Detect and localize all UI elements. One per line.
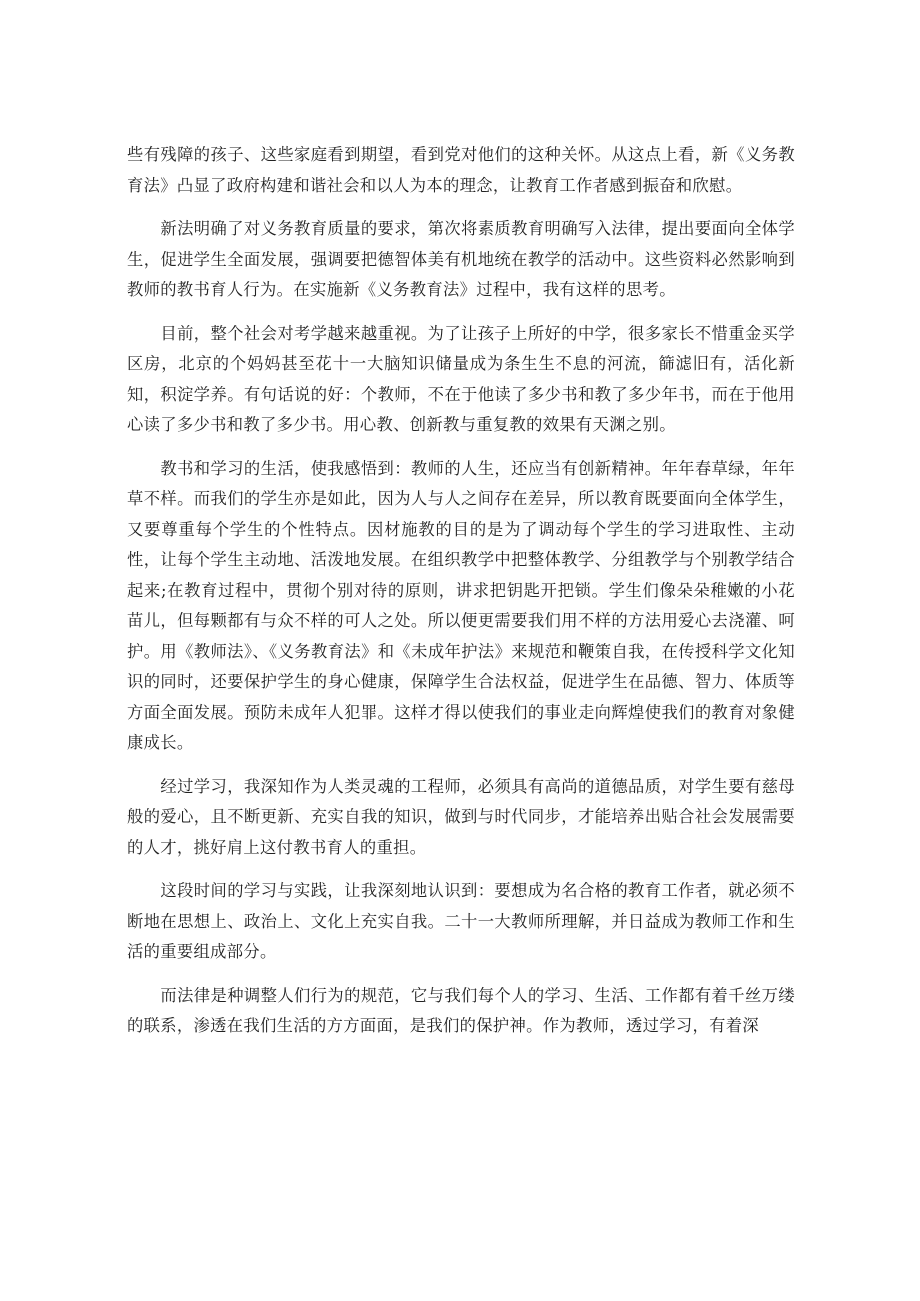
paragraph-5: 经过学习，我深知作为人类灵魂的工程师，必须具有高尚的道德品质，对学生要有慈母般的爱心，且不断更新、充实自我的知识，做到与时代同步，才能培养出贴合社会发展需要的人才，挑好肩上这付教书育人的重担。 xyxy=(127,776,795,857)
paragraph-7: 而法律是种调整人们行为的规范，它与我们每个人的学习、生活、工作都有着千丝万缕的联系，渗透在我们生活的方方面面，是我们的保护神。作为教师，透过学习，有着深 xyxy=(127,985,795,1035)
paragraph-3: 目前，整个社会对考学越来越重视。为了让孩子上所好的中学，很多家长不惜重金买学区房，北京的个妈妈甚至花十一大脑知识储量成为条生生不息的河流，篩滤旧有，活化新知，积淀学养。有句话说的好：个教师，不在于他读了多少书和教了多少年书，而在于他用心读了多少书和教了多少书。用心教、创新教与重复教的效果有天渊之别。 xyxy=(127,323,795,434)
paragraph-2: 新法明确了对义务教育质量的要求，第次将素质教育明确写入法律，提出要面向全体学生，促进学生全面发展，强调要把德智体美有机地统在教学的活动中。这些资料必然影响到教师的教书育人行为。在实施新《义务教育法》过程中，我有这样的思考。 xyxy=(127,219,795,299)
paragraph-6: 这段时间的学习与实践，让我深刻地认识到：要想成为名合格的教育工作者，就必须不断地在思想上、政治上、文化上充实自我。二十一大教师所理解，并日益成为教师工作和生活的重要组成部分。 xyxy=(127,881,795,961)
document-body xyxy=(127,140,795,1055)
paragraph-1: 些有残障的孩子、这些家庭看到期望，看到党对他们的这种关怀。从这点上看，新《义务教育法》凸显了政府构建和谐社会和以人为本的理念，让教育工作者感到振奋和欣慰。 xyxy=(127,145,795,195)
paragraph-4: 教书和学习的生活，使我感悟到：教师的人生，还应当有创新精神。年年春草绿，年年草不样。而我们的学生亦是如此，因为人与人之间存在差异，所以教育既要面向全体学生，又要尊重每个学生的个性特点。因材施教的目的是为了调动每个学生的学习进取性、主动性，让每个学生主动地、活泼地发展。在组织教学中把整体教学、分组教学与个别教学结合起来;在教育过程中，贯彻个别对待的原则，讲求把钥匙开把锁。学生们像朵朵稚嫩的小花苗儿，但每颗都有与众不样的可人之处。所以便更需要我们用不样的方法用爱心去浇灌、呵护。用《教师法》、《义务教育法》和《未成年护法》来规范和鞭策自我，在传授科学文化知识的同时，还要保护学生的身心健康，保障学生合法权益，促进学生在品德、智力、体质等方面全面发展。预防未成年人犯罪。这样才得以使我们的事业走向辉煌使我们的教育对象健康成长。 xyxy=(127,458,795,752)
